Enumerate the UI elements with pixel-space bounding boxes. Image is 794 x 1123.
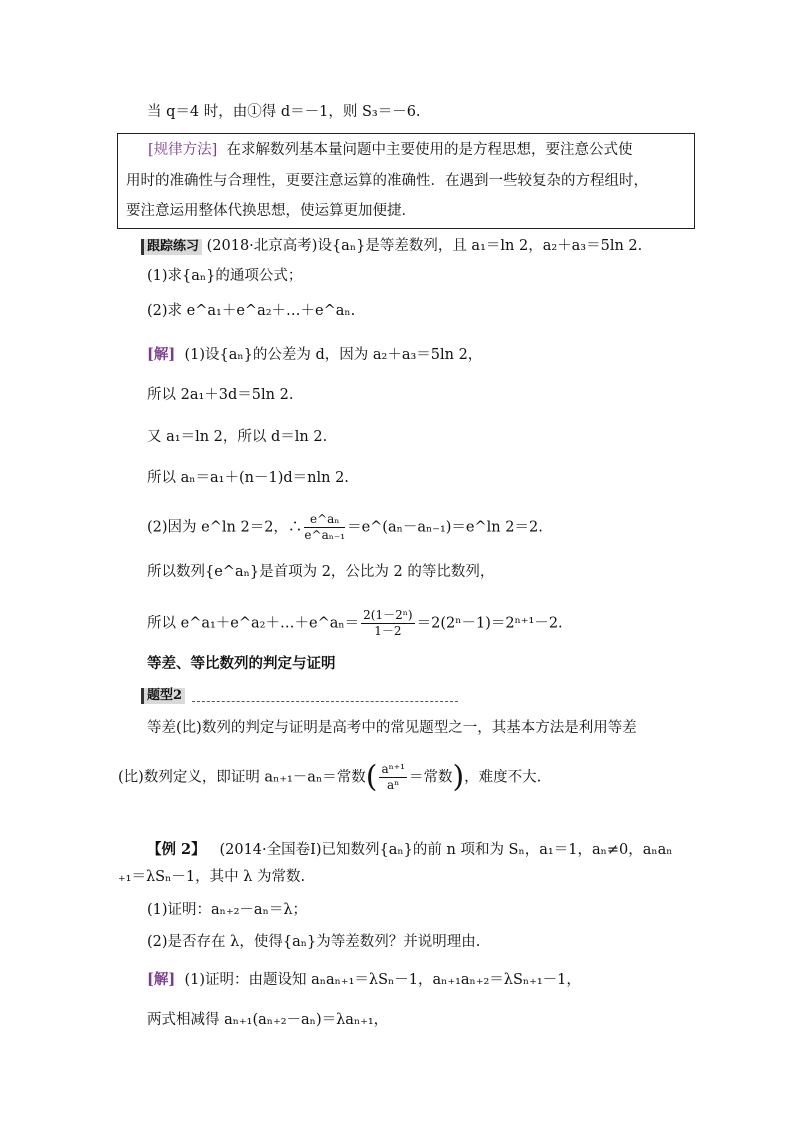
solution-line: 所以 2a₁＋3d＝5ln 2. [147,387,294,403]
example-line: 【例 2】 (2014·全国卷Ⅰ)已知数列{aₙ}的前 n 项和为 Sₙ，a₁＝1，aₙ≠0，aₙaₙ [147,841,673,858]
solution-line: 又 a₁＝ln 2，所以 d＝ln 2. [147,429,328,445]
solution-line: 所以 aₙ＝a₁＋(n－1)d＝nln 2. [147,470,349,486]
paragraph-line: (比)数列定义，即证明 aₙ₊₁－aₙ＝常数( $\frac{\text{aⁿ⁺¹}}{\text{aⁿ}}$ ＝常数)，难度不大. [118,759,542,795]
solution-line: [解] (1)证明：由题设知 aₙaₙ₊₁＝λSₙ－1，aₙ₊₁aₙ₊₂＝λSₙ₊₁－1， [147,971,581,988]
section-heading: 等差、等比数列的判定与证明 [147,655,336,672]
question-line: (2)求 e^a₁＋e^a₂＋…＋e^aₙ. [147,303,356,319]
example-line: ₊₁＝λSₙ－1，其中 λ 为常数. [118,869,306,885]
trace-tag: 跟踪练习 [141,239,202,255]
solution-line: (2)因为 e^ln 2＝2，∴ $\frac{\text{e\textasciicircum{}aₙ}}{\text{e\textasciicircum{}aₙ₋₁}}$ ＝e^(aₙ－aₙ₋₁)＝e^ln 2＝2. [147,512,543,542]
question-line: (2)是否存在 λ，使得{aₙ}为等差数列？并说明理由. [147,934,481,950]
method-line: 要注意运用整体代换思想，使运算更加便捷． [126,203,416,219]
method-line: [规律方法] 在求解数列基本量问题中主要使用的是方程思想，要注意公式使 [148,142,633,158]
method-box [117,133,695,229]
solution-line: [解] (1)设{aₙ}的公差为 d，因为 a₂＋a₃＝5ln 2， [147,346,483,363]
solution-tag: [解] [147,971,176,988]
paragraph-line: 等差(比)数列的判定与证明是高考中的常见题型之一，其基本方法是利用等差 [147,720,637,736]
solution-line: 所以 e^a₁＋e^a₂＋…＋e^aₙ＝ $\frac{\text{2(1－2ⁿ)}}{1-2}$ ＝2(2ⁿ－1)＝2ⁿ⁺¹－2. [147,608,563,638]
question-line: (1)求{aₙ}的通项公式； [147,268,303,284]
question-line: (1)证明：aₙ₊₂－aₙ＝λ； [147,902,308,918]
method-title: [规律方法] [148,142,218,158]
example-label: 【例 2】 [147,841,206,858]
dashed-divider [192,701,458,702]
type-tag-line [141,685,185,705]
text-line: 当 q＝4 时，由①得 d＝－1，则 S₃＝－6. [147,104,421,120]
solution-line: 所以数列{e^aₙ}是首项为 2，公比为 2 的等比数列， [147,564,495,580]
solution-line: 两式相减得 aₙ₊₁(aₙ₊₂－aₙ)＝λaₙ₊₁， [147,1012,389,1028]
method-line: 用时的准确性与合理性，更要注意运算的准确性．在遇到一些较复杂的方程组时， [126,173,648,189]
fraction: $\frac{\text{aⁿ⁺¹}}{\text{aⁿ}}$ [381,762,405,792]
trace-line: 跟踪练习 (2018·北京高考)设{aₙ}是等差数列，且 a₁＝ln 2，a₂＋a₃＝5ln 2. [141,236,642,256]
solution-tag: [解] [147,346,176,363]
fraction: $\frac{\text{2(1－2ⁿ)}}{1-2}$ [363,608,413,638]
fraction: $\frac{\text{e\textasciicircum{}aₙ}}{\text{e\textasciicircum{}aₙ₋₁}}$ [304,512,346,542]
type-tag: 题型2 [141,688,185,704]
